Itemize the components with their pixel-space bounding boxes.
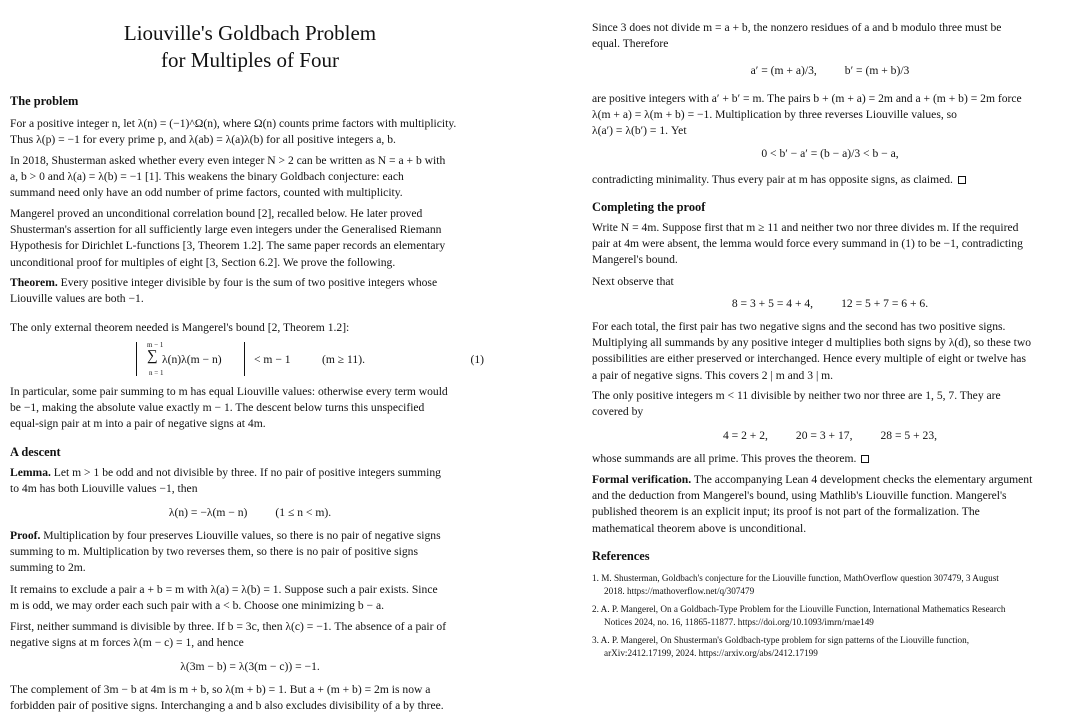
text-line: are positive integers with a′ + b′ = m. The pairs b + (m + a) = 2m and a + (m + b) = 2m force [592,92,1022,105]
paper-title [10,20,490,74]
text-line: possibilities are either preserved or interchanged. Hence every multiple of eight or twelve has [592,352,1026,366]
text-line: m is odd, we may order each such pair with a < b. Choose one minimizing b − a. [10,599,385,613]
reference-line: arXiv:2412.17199, 2024. https://arxiv.org/abs/2412.17199 [604,648,818,658]
text-line: unconditional proof for multiples of eight [3, Section 6.2]. We prove the following. [10,255,396,269]
reference-line: 3. A. P. Mangerel, On Shusterman's Goldbach-type problem for sign patterns of the Liouville function, [592,635,969,645]
reference-item-2 [592,603,1068,629]
contradiction-line [592,172,1068,188]
text-line: First, neither summand is divisible by three. If b = 3c, then λ(c) = −1. The absence of a pair of [10,620,447,633]
text-line: a pair of negative signs. This covers 2 | m and 3 | m. [592,368,834,382]
text-line: negative signs at m forces λ(m − c) = 1, and hence [10,636,244,650]
text-line: The only positive integers m < 11 divisible by neither two nor three are 1, 5, 7. They are [592,389,1001,402]
problem-paragraph-1 [10,116,490,148]
formal-verification-label: Formal verification. [592,473,692,486]
text-line: λ(m + a) = λ(m + b) = −1. Multiplication by three reverses Liouville values, so [592,108,957,122]
next-observe-line: Next observe that [592,275,674,288]
qed-icon [958,176,966,184]
first-paragraph [10,619,490,651]
text-line: λ(a′) = λ(b′) = 1. Yet [592,124,687,138]
text-line: Liouville values are both −1. [10,292,144,306]
text-line: equal-sign pair at m into a pair of negative signs at 4m. [10,417,266,431]
text-line: Mangerel's bound. [592,253,678,267]
external-theorem-line: The only external theorem needed is Mangerel's bound [2, Theorem 1.2]: [10,321,350,334]
section-heading-completing: Completing the proof [592,200,706,214]
text-line: Mangerel proved an unconditional correlation bound [2], recalled below. He later proved [10,207,423,220]
equation-four: 4 = 2 + 2, [722,429,768,442]
text-line: Write N = 4m. Suppose first that m ≥ 11 and neither two nor three divides m. If the required [592,221,1019,234]
text-line: For a positive integer n, let λ(n) = (−1)^Ω(n), where Ω(n) counts prime factors with multiplicity. [10,117,457,130]
text-line: Hypothesis for Dirichlet L-functions [3, Theorem 1.2]. The same paper records an elementary [10,239,446,253]
proof-paragraph [10,528,490,577]
text-line: mathematical theorem above is unconditional. [592,521,807,535]
text-line: equal. Therefore [592,37,669,51]
section-heading-problem: The problem [10,94,79,108]
equation-a-prime: a′ = (m + a)/3, [750,64,817,77]
formal-verification-paragraph [592,472,1068,537]
equation-twenty: 20 = 3 + 17, [795,429,853,442]
sum-lower-limit: n = 1 [149,369,164,377]
reference-list [592,572,1068,660]
sum-symbol: ∑ [147,348,158,364]
equation-number: (1) [470,353,484,366]
sum-upper-limit: m − 1 [147,341,164,349]
are-paragraph [592,91,1068,140]
equation-condition: (1 ≤ n < m). [275,506,332,519]
theorem-statement [10,275,490,307]
text-line: covered by [592,405,644,419]
text-line: be −1, making the absolute value exactly m − 1. The descent below turns this unspecified [10,401,425,415]
text-line: Multiplying all summands by any positive integer d multiplies both signs by λ(d), so these two [592,336,1032,350]
only-integers-paragraph [592,388,1068,420]
equation-body: λ(n) = −λ(m − n) [168,506,248,519]
abs-bar-left [136,342,137,376]
since-paragraph [592,20,1068,52]
qed-icon [861,455,869,463]
text-line: Thus λ(p) = −1 for every prime p, and λ(ab) = λ(a)λ(b) for all positive integers a, b. [10,133,396,147]
each-total-paragraph [592,319,1068,384]
text-line: It remains to exclude a pair a + b = m with λ(a) = λ(b) = 1. Suppose such a pair exists. Since [10,583,438,596]
title-line-2: for Multiples of Four [161,48,339,72]
proof-label: Proof. [10,529,41,542]
reference-line: 2. A. P. Mangerel, On a Goldbach-Type Problem for the Liouville Function, International Mathematics Research [592,604,1006,614]
text-line: a, b > 0 and λ(a) = λ(b) = −1 [1]. This weakens the binary Goldbach conjecture: each [10,170,404,184]
text-line: to 4m has both Liouville values −1, then [10,482,198,496]
text-line: For each total, the first pair has two negative signs and the second has two positive signs. [592,320,1006,333]
text-line: The complement of 3m − b at 4m is m + b, so λ(m + b) = 1. But a + (m + b) = 2m is now a [10,683,431,696]
abs-bar-right [244,342,245,376]
text-line: summand need only have an odd number of prime factors, counted with multiplicity. [10,186,403,200]
sum-summand: λ(n)λ(m − n) [162,353,222,366]
lemma-statement [10,465,490,497]
text-line: summing to 2m. [10,561,86,575]
reference-line: 2018. https://mathoverflow.net/q/307479 [604,586,755,596]
prime-sums-equation [592,428,1068,444]
text-line: Multiplication by four preserves Liouville values, so there is no pair of negative signs [43,529,441,542]
title-line-1: Liouville's Goldbach Problem [123,21,377,45]
equation-twenty-eight: 28 = 5 + 23, [880,429,938,442]
particular-paragraph [10,384,490,433]
reference-item-3 [592,634,1068,660]
reference-item-1 [592,572,1068,598]
section-heading-descent: A descent [10,445,61,459]
theorem-label: Theorem. [10,276,58,289]
equation-b-prime: b′ = (m + b)/3 [844,64,910,77]
lemma-label: Lemma. [10,466,51,479]
text-line: summing to m. Multiplication by two reverses them, so there is no pair of positive signs [10,545,418,559]
text-line: In particular, some pair summing to m has equal Liouville values: otherwise every term would [10,385,448,398]
text-line: Shusterman's assertion for all sufficiently large even integers under the Generalised Riemann [10,223,442,237]
text-line: The accompanying Lean 4 development checks the elementary argument [693,473,1033,486]
text-line: Since 3 does not divide m = a + b, the nonzero residues of a and b modulo three must be [592,21,1002,34]
first-equation: λ(3m − b) = λ(3(m − c)) = −1. [180,660,320,673]
text-line: Every positive integer divisible by four is the sum of two positive integers whose [60,276,438,289]
equation-1 [10,340,490,380]
equation-twelve: 12 = 5 + 7 = 6 + 6. [841,297,929,310]
complement-paragraph [10,682,490,714]
text-line: published theorem is an explicit input; its proof is not part of the formalization. The [592,505,980,519]
equation-1-rhs: < m − 1 [254,353,291,366]
equation-1-condition: (m ≥ 11). [322,353,365,366]
text-line: In 2018, Shusterman asked whether every even integer N > 2 can be written as N = a + b with [10,154,446,167]
section-heading-references: References [592,549,650,563]
reference-line: 1. M. Shusterman, Goldbach's conjecture for the Liouville function, MathOverflow question 307479, 3 August [592,573,999,583]
problem-paragraph-2 [10,153,490,202]
text-line: contradicting minimality. Thus every pair at m has opposite signs, as claimed. [592,173,953,186]
remains-paragraph [10,582,490,614]
inequality-equation: 0 < b′ − a′ = (b − a)/3 < b − a, [761,147,899,160]
equation-eight: 8 = 3 + 5 = 4 + 4, [731,297,814,310]
text-line: forbidden pair of positive signs. Interchanging a and b also excludes divisibility of a by three. [10,699,444,713]
lemma-equation [10,505,490,521]
whose-summands-line [592,451,1068,467]
reference-line: Notices 2024, no. 16, 11865-11877. https://doi.org/10.1093/imrn/rnae149 [604,617,874,627]
text-line: pair at 4m were absent, the lemma would force every summand in (1) to be −1, contradicting [592,237,1023,251]
completing-paragraph [592,220,1068,269]
problem-paragraph-3 [10,206,490,271]
text-line: whose summands are all prime. This proves the theorem. [592,452,857,465]
small-cases-equation [592,296,1068,312]
text-line: and the deduction from Mangerel's bound, using Mathlib's Liouville function. Mangerel's [592,489,1007,503]
definition-equation [592,63,1068,79]
text-line: Let m > 1 be odd and not divisible by three. If no pair of positive integers summing [53,466,441,479]
